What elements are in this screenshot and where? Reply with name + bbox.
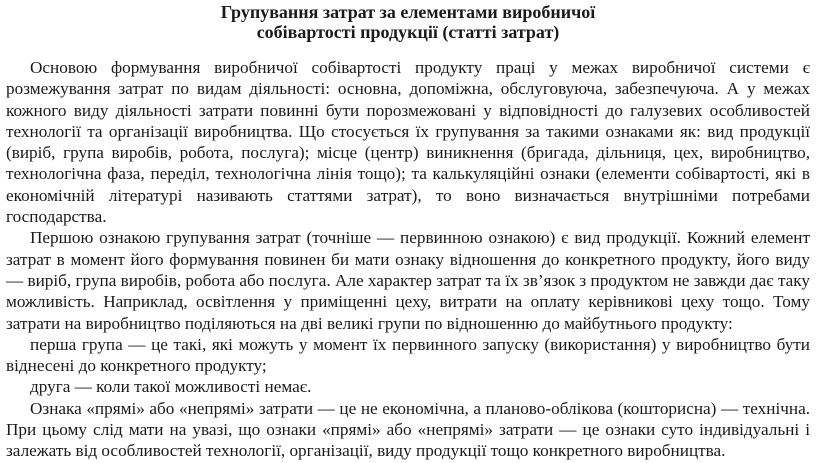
document-title [6,2,810,42]
paragraph-intro: Основою формування виробничої собівартості продукту праці у межах виробничої системи є розмежування затрат по видам діяльності: основна, допоміжна, обслуговуюча, забезпечуюча. А у межах кожного виду діяльності затрати повинні бути порозмежовані у відповідності до галузевих особливостей технології та організації виробництва. Що стосується їх групування за такими ознаками як: вид продукції (виріб, група виробів, робота, послуга); місце (центр) виникнення (бригада, дільниця, цех, виробництво, технологічна фаза, переділ, технологічна лінія тощо); та калькуляційні ознаки (елементи собівартості, які в економічній літературі називають статтями затрат), то воно визначається внутрішніми потребами господарства. [6,58,810,227]
paragraph-first-sign: Першою ознакою групування затрат (точніше — первинною ознакою) є вид продукції. Кожний елемент затрат в момент його формування повинен би мати ознаку відношення до конкретного продукту, його виду — виріб, група виробів, робота або послуга. Але характер затрат та їх зв’язок з продуктом не завжди дає таку можливість. Наприклад, освітлення у приміщенні цеху, витрати на оплату керівникові цеху тощо. Тому затрати на виробництво поділяються на дві великі групи по відношенню до майбутнього продукту: [6,228,810,333]
document-body [6,57,810,462]
title-line-1: Групування затрат за елементами виробничої [220,2,596,22]
title-line-2: собівартості продукції (статті затрат) [256,22,560,42]
paragraph-first-group: перша група — це такі, які можуть у момент їх первинного запуску (використання) у виробництво бути віднесені до конкретного продукту; [6,334,810,376]
paragraph-direct-indirect: Ознака «прямі» або «непрямі» затрати — це не економічна, а планово-облікова (кошторисна) — технічна. При цьому слід мати на увазі, що ознаки «прямі» або «непрямі» затрати — це ознаки суто індивідуальні і залежать від особливостей технології, організації, виду продукції тощо конкретного виробництва. [6,398,810,461]
paragraph-second-group: друга — коли такої можливості немає. [30,377,312,397]
